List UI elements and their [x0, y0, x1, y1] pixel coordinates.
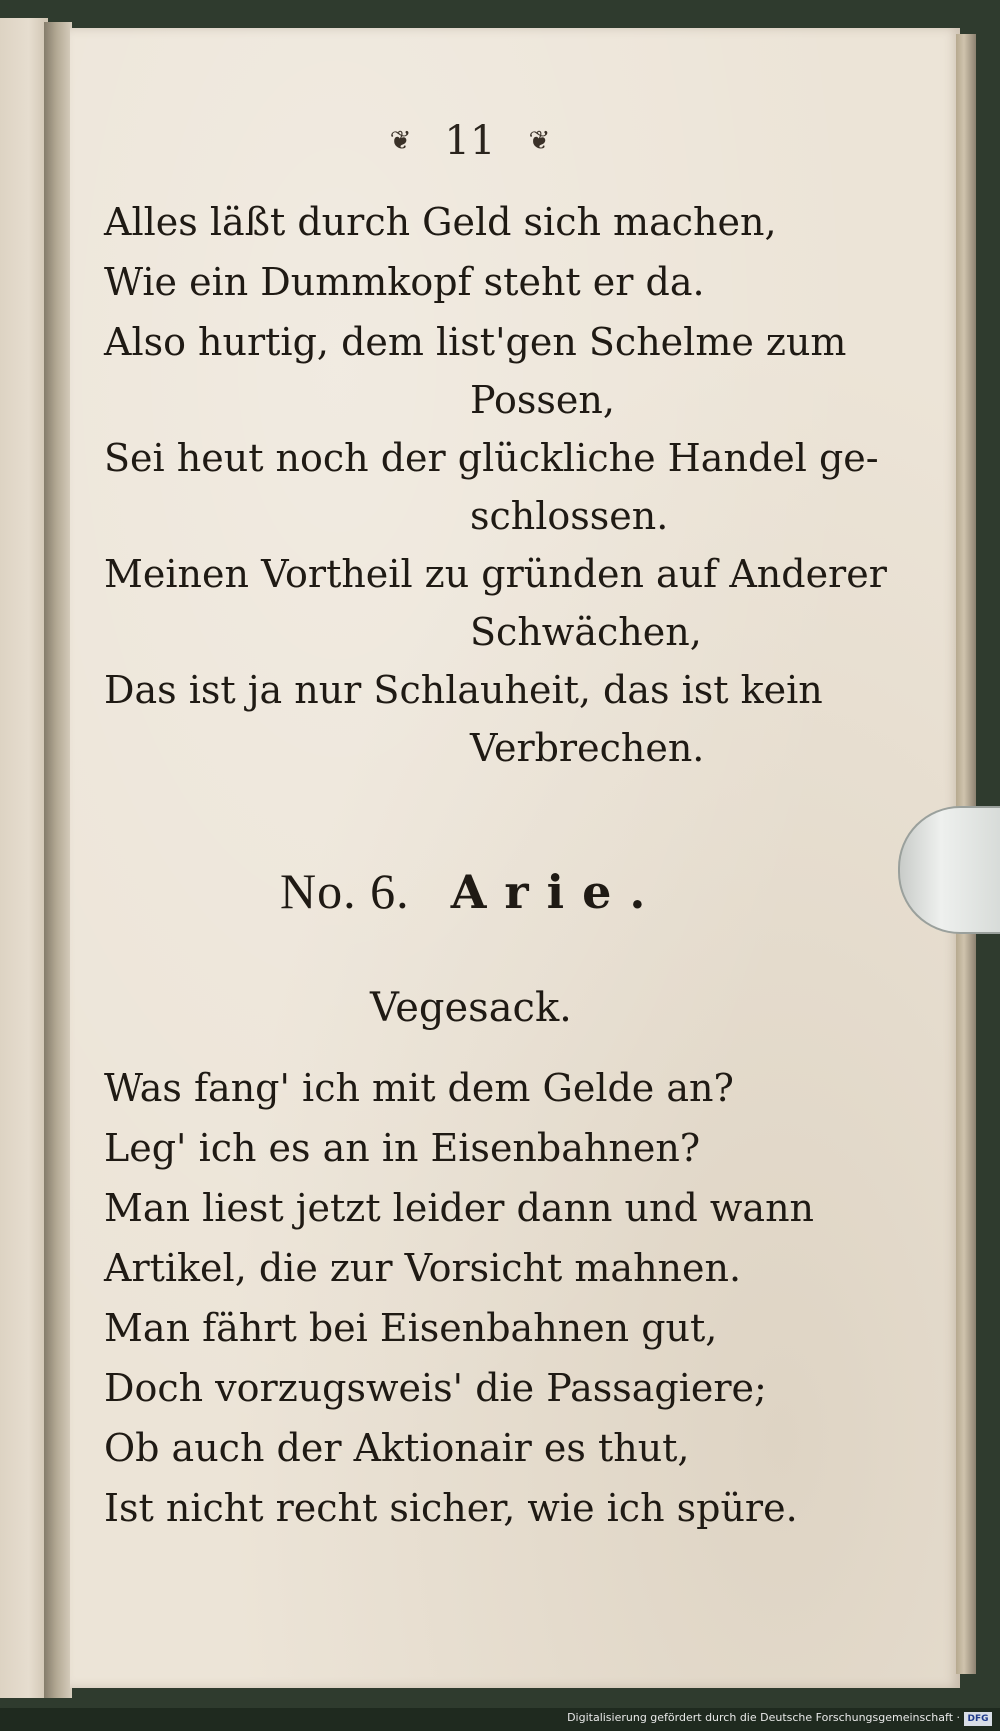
verse-line: Leg' ich es an in Eisenbahnen?	[104, 1126, 701, 1170]
verse-line: Man fährt bei Eisenbahnen gut,	[104, 1306, 718, 1350]
verse-line-continuation: Schwächen,	[470, 610, 702, 654]
aria-title: Arie.	[450, 865, 664, 919]
verse-line: Was fang' ich mit dem Gelde an?	[104, 1066, 734, 1110]
ornament-left-icon: ❦	[389, 126, 412, 156]
verse-line: Wie ein Dummkopf steht er da.	[104, 260, 705, 304]
verse-line: Alles läßt durch Geld sich machen,	[104, 200, 777, 244]
aria-heading	[280, 862, 680, 920]
page-header	[340, 118, 600, 164]
aria-number: No. 6.	[280, 863, 410, 919]
verse-line: Man liest jetzt leider dann und wann	[104, 1186, 815, 1230]
verse-line: Artikel, die zur Vorsicht mahnen.	[104, 1246, 742, 1290]
verse-line-continuation: schlossen.	[470, 494, 669, 538]
verse-line: Meinen Vortheil zu gründen auf Anderer	[104, 552, 887, 596]
verse-line: Also hurtig, dem list'gen Schelme zum	[104, 320, 847, 364]
verse-line-continuation: Verbrechen.	[470, 726, 705, 770]
verse-line: Ob auch der Aktionair es thut,	[104, 1426, 690, 1470]
verse-line: Sei heut noch der glückliche Handel ge-	[104, 436, 879, 480]
funding-credit: Digitalisierung gefördert durch die Deutsche Forschungsgemeinschaft ·	[567, 1711, 960, 1724]
verse-line: Doch vorzugsweis' die Passagiere;	[104, 1366, 767, 1410]
verse-line: Das ist ja nur Schlauheit, das ist kein	[104, 668, 823, 712]
verse-line-continuation: Possen,	[470, 378, 615, 422]
ornament-right-icon: ❦	[528, 126, 551, 156]
speaker-name: Vegesack.	[370, 985, 572, 1031]
verse-line: Ist nicht recht sicher, wie ich spüre.	[104, 1486, 798, 1530]
dfg-logo: DFG	[964, 1712, 992, 1726]
facing-page-edge	[0, 18, 48, 1698]
book-gutter	[44, 22, 72, 1698]
page-number: 11	[444, 118, 496, 164]
